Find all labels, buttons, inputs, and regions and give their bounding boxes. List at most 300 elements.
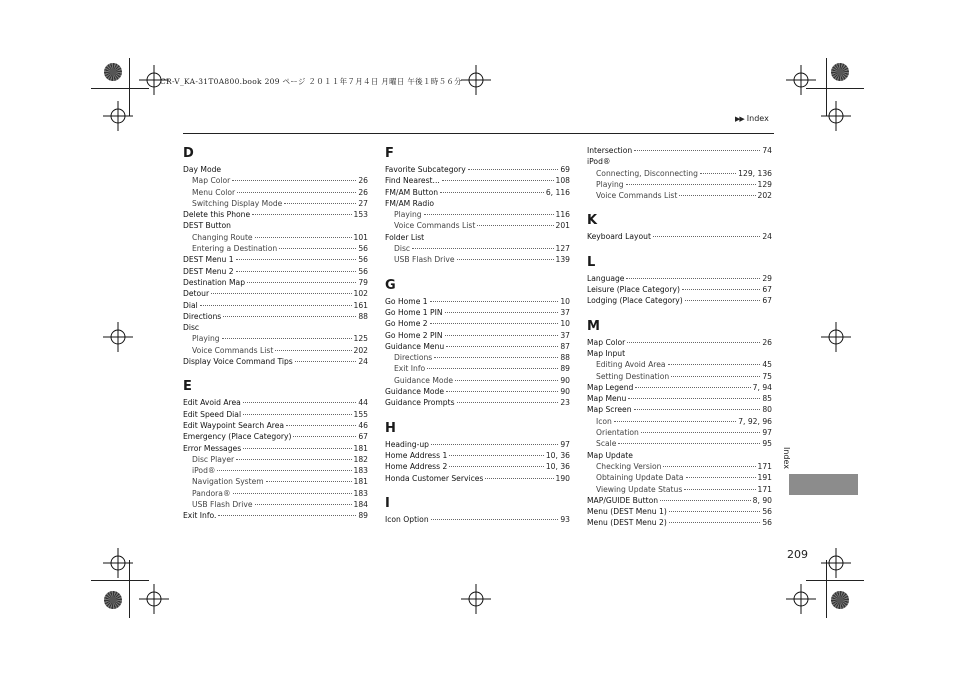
index-entry bbox=[183, 220, 368, 231]
crosshair-icon bbox=[139, 584, 169, 614]
leader-dots bbox=[457, 402, 559, 403]
entry-page: 24 bbox=[762, 232, 772, 242]
index-subentry bbox=[385, 243, 570, 254]
entry-term: Directions bbox=[394, 353, 433, 363]
entry-term: Go Home 1 PIN bbox=[385, 307, 443, 317]
entry-page: 56 bbox=[358, 266, 368, 276]
entry-page: 80 bbox=[762, 405, 772, 415]
entry-term: USB Flash Drive bbox=[192, 500, 253, 510]
entry-page: 125 bbox=[353, 334, 368, 344]
double-arrow-icon: ▶▶ bbox=[735, 115, 744, 123]
index-column-2 bbox=[385, 146, 570, 525]
leader-dots bbox=[295, 361, 357, 362]
entry-term: Directions bbox=[183, 311, 222, 321]
entry-page: 97 bbox=[560, 439, 570, 449]
entry-term: Switching Display Mode bbox=[192, 198, 283, 208]
entry-term: Menu Color bbox=[192, 187, 236, 197]
entry-page: 8, 90 bbox=[752, 495, 772, 505]
index-subentry bbox=[587, 416, 772, 427]
entry-page: 190 bbox=[555, 473, 570, 483]
leader-dots bbox=[236, 271, 357, 272]
entry-term: Disc bbox=[394, 244, 411, 254]
leader-dots bbox=[266, 481, 352, 482]
registration-disc-icon bbox=[104, 591, 122, 609]
entry-page: 69 bbox=[560, 165, 570, 174]
entry-page: 129, 136 bbox=[738, 168, 772, 178]
entry-page: 171 bbox=[757, 484, 772, 494]
leader-dots bbox=[252, 214, 351, 215]
entry-term: Home Address 1 bbox=[385, 450, 448, 460]
entry-page: 67 bbox=[762, 285, 772, 295]
leader-dots bbox=[446, 346, 558, 347]
entry-term: Map Screen bbox=[587, 405, 632, 415]
index-entry bbox=[385, 175, 570, 186]
leader-dots bbox=[449, 466, 544, 467]
print-job-line: CR-V_KA-31T0A800.book 209 ページ ２０１１年７月４日 月曜日 午後１時５６分 bbox=[160, 77, 462, 86]
entry-term: Language bbox=[587, 273, 625, 283]
entry-page: 129 bbox=[757, 179, 772, 189]
index-entry bbox=[385, 473, 570, 484]
crosshair-icon bbox=[103, 548, 133, 578]
crosshair-icon bbox=[103, 101, 133, 131]
leader-dots bbox=[217, 470, 351, 471]
index-subentry bbox=[587, 168, 772, 179]
entry-term: Voice Commands List bbox=[394, 221, 476, 231]
index-subentry bbox=[183, 465, 368, 476]
index-entry bbox=[385, 450, 570, 461]
entry-term: Map Menu bbox=[587, 394, 627, 404]
entry-page: 10, 36 bbox=[545, 450, 570, 460]
index-subentry bbox=[385, 254, 570, 265]
registration-disc-icon bbox=[831, 591, 849, 609]
entry-page: 56 bbox=[762, 507, 772, 517]
leader-dots bbox=[279, 248, 356, 249]
entry-page: 67 bbox=[358, 432, 368, 442]
entry-term: Pandora® bbox=[192, 488, 231, 498]
entry-term: Find Nearest... bbox=[385, 176, 440, 186]
entry-term: Go Home 1 bbox=[385, 296, 428, 306]
entry-term: DEST Menu 1 bbox=[183, 255, 234, 265]
index-entry bbox=[183, 510, 368, 521]
leader-dots bbox=[671, 376, 760, 377]
leader-dots bbox=[440, 192, 544, 193]
index-entry bbox=[587, 156, 772, 167]
entry-term: Intersection bbox=[587, 146, 633, 155]
leader-dots bbox=[236, 459, 351, 460]
leader-dots bbox=[669, 522, 761, 523]
leader-dots bbox=[468, 169, 559, 170]
leader-dots bbox=[653, 236, 760, 237]
entry-page: 102 bbox=[353, 289, 368, 299]
leader-dots bbox=[431, 444, 558, 445]
entry-page: 46 bbox=[358, 420, 368, 430]
entry-page: 37 bbox=[560, 307, 570, 317]
entry-page: 10 bbox=[560, 319, 570, 329]
leader-dots bbox=[284, 203, 356, 204]
entry-term: Edit Speed Dial bbox=[183, 409, 242, 419]
index-entry bbox=[183, 288, 368, 299]
leader-dots bbox=[685, 300, 761, 301]
leader-dots bbox=[641, 432, 760, 433]
entry-term: FM/AM Radio bbox=[385, 198, 434, 208]
entry-page: 202 bbox=[353, 345, 368, 355]
index-letter-heading: E bbox=[183, 379, 192, 395]
leader-dots bbox=[243, 448, 351, 449]
leader-dots bbox=[431, 519, 559, 520]
entry-page: 155 bbox=[353, 409, 368, 419]
entry-term: Guidance Mode bbox=[385, 387, 445, 397]
entry-page: 183 bbox=[353, 488, 368, 498]
group-gap bbox=[385, 409, 570, 421]
index-column-1 bbox=[183, 146, 368, 522]
entry-page: 44 bbox=[358, 398, 368, 408]
entry-term: Voice Commands List bbox=[596, 191, 678, 201]
entry-page: 87 bbox=[560, 341, 570, 351]
index-subentry bbox=[385, 352, 570, 363]
entry-page: 202 bbox=[757, 191, 772, 201]
index-entry bbox=[183, 209, 368, 220]
entry-term: Playing bbox=[192, 334, 220, 344]
index-entry bbox=[587, 337, 772, 348]
index-subentry bbox=[385, 209, 570, 220]
index-entry bbox=[385, 164, 570, 175]
index-subentry bbox=[183, 333, 368, 344]
entry-term: Guidance Mode bbox=[394, 375, 454, 385]
crosshair-icon bbox=[821, 548, 851, 578]
entry-term: Edit Avoid Area bbox=[183, 398, 241, 408]
index-entry bbox=[183, 266, 368, 277]
entry-page: 56 bbox=[762, 518, 772, 528]
index-side-tab bbox=[789, 474, 858, 495]
leader-dots bbox=[700, 173, 736, 174]
entry-term: Map Legend bbox=[587, 382, 634, 392]
group-gap bbox=[587, 201, 772, 213]
leader-dots bbox=[412, 248, 553, 249]
index-entry bbox=[183, 356, 368, 367]
leader-dots bbox=[634, 409, 761, 410]
entry-term: Icon Option bbox=[385, 514, 429, 524]
entry-term: Leisure (Place Category) bbox=[587, 285, 680, 295]
entry-page: 23 bbox=[560, 398, 570, 408]
leader-dots bbox=[634, 150, 760, 151]
index-entry bbox=[385, 397, 570, 408]
entry-term: Entering a Destination bbox=[192, 244, 278, 254]
entry-page: 95 bbox=[762, 439, 772, 449]
index-entry bbox=[183, 254, 368, 265]
leader-dots bbox=[255, 237, 352, 238]
index-entry bbox=[587, 284, 772, 295]
leader-dots bbox=[430, 323, 559, 324]
entry-term: Menu (DEST Menu 1) bbox=[587, 507, 667, 517]
entry-term: Honda Customer Services bbox=[385, 473, 484, 483]
entry-term: Heading-up bbox=[385, 439, 429, 449]
entry-term: Lodging (Place Category) bbox=[587, 296, 683, 306]
entry-page: 7, 92, 96 bbox=[738, 416, 772, 426]
entry-page: 183 bbox=[353, 466, 368, 476]
leader-dots bbox=[223, 316, 356, 317]
leader-dots bbox=[477, 225, 553, 226]
leader-dots bbox=[614, 421, 736, 422]
leader-dots bbox=[200, 305, 352, 306]
index-entry bbox=[385, 386, 570, 397]
leader-dots bbox=[618, 443, 760, 444]
index-entry bbox=[587, 273, 772, 284]
entry-term: iPod® bbox=[587, 157, 611, 167]
leader-dots bbox=[424, 214, 554, 215]
crosshair-icon bbox=[821, 101, 851, 131]
index-letter-heading: I bbox=[385, 495, 390, 511]
leader-dots bbox=[635, 387, 750, 388]
index-letter-heading: G bbox=[385, 277, 396, 293]
entry-term: Day Mode bbox=[183, 165, 222, 174]
index-subentry bbox=[587, 427, 772, 438]
entry-page: 153 bbox=[353, 210, 368, 220]
entry-term: Exit Info bbox=[394, 364, 426, 374]
header-section-title: Index bbox=[746, 114, 769, 123]
entry-term: Favorite Subcategory bbox=[385, 165, 466, 174]
entry-page: 181 bbox=[353, 443, 368, 453]
leader-dots bbox=[684, 489, 755, 490]
leader-dots bbox=[218, 515, 356, 516]
leader-dots bbox=[449, 455, 544, 456]
entry-page: 10, 36 bbox=[545, 462, 570, 472]
entry-page: 89 bbox=[560, 364, 570, 374]
index-entry bbox=[183, 420, 368, 431]
index-entry bbox=[587, 145, 772, 156]
index-entry bbox=[587, 450, 772, 461]
entry-term: Dial bbox=[183, 300, 198, 310]
entry-page: 10 bbox=[560, 296, 570, 306]
entry-page: 184 bbox=[353, 500, 368, 510]
index-entry bbox=[587, 382, 772, 393]
index-entry bbox=[385, 187, 570, 198]
entry-page: 90 bbox=[560, 375, 570, 385]
entry-term: Menu (DEST Menu 2) bbox=[587, 518, 667, 528]
index-entry bbox=[385, 514, 570, 525]
entry-page: 75 bbox=[762, 371, 772, 381]
index-column-3 bbox=[587, 145, 772, 529]
index-entry bbox=[385, 341, 570, 352]
entry-term: Voice Commands List bbox=[192, 345, 274, 355]
entry-page: 191 bbox=[757, 473, 772, 483]
crosshair-icon bbox=[786, 584, 816, 614]
entry-page: 37 bbox=[560, 330, 570, 340]
entry-term: Edit Waypoint Search Area bbox=[183, 420, 285, 430]
entry-term: Navigation System bbox=[192, 477, 264, 487]
index-subentry bbox=[587, 438, 772, 449]
entry-page: 97 bbox=[762, 428, 772, 438]
leader-dots bbox=[430, 301, 559, 302]
leader-dots bbox=[286, 425, 356, 426]
leader-dots bbox=[485, 478, 553, 479]
entry-term: DEST Menu 2 bbox=[183, 266, 234, 276]
index-subentry bbox=[385, 220, 570, 231]
index-entry bbox=[587, 495, 772, 506]
crosshair-icon bbox=[786, 65, 816, 95]
entry-page: 93 bbox=[560, 514, 570, 524]
leader-dots bbox=[237, 192, 356, 193]
entry-term: iPod® bbox=[192, 466, 216, 476]
index-entry bbox=[385, 296, 570, 307]
entry-term: Go Home 2 PIN bbox=[385, 330, 443, 340]
leader-dots bbox=[669, 511, 761, 512]
entry-term: Orientation bbox=[596, 428, 639, 438]
index-subentry bbox=[183, 499, 368, 510]
index-letter-heading: L bbox=[587, 254, 596, 270]
index-entry bbox=[385, 318, 570, 329]
entry-page: 27 bbox=[358, 198, 368, 208]
entry-term: Disc bbox=[183, 323, 200, 333]
leader-dots bbox=[660, 500, 751, 501]
entry-term: Home Address 2 bbox=[385, 462, 448, 472]
entry-term: Connecting, Disconnecting bbox=[596, 168, 698, 178]
entry-page: 56 bbox=[358, 255, 368, 265]
index-entry bbox=[183, 431, 368, 442]
entry-term: Checking Version bbox=[596, 461, 662, 471]
entry-term: Icon bbox=[596, 416, 612, 426]
entry-term: Playing bbox=[596, 179, 624, 189]
crosshair-icon bbox=[461, 65, 491, 95]
index-entry bbox=[385, 461, 570, 472]
entry-term: Folder List bbox=[385, 232, 425, 242]
index-letter-heading: H bbox=[385, 420, 396, 436]
group-gap bbox=[587, 307, 772, 319]
leader-dots bbox=[275, 350, 351, 351]
entry-page: 26 bbox=[762, 337, 772, 347]
entry-page: 56 bbox=[358, 244, 368, 254]
leader-dots bbox=[626, 278, 760, 279]
crosshair-icon bbox=[821, 322, 851, 352]
index-entry bbox=[587, 404, 772, 415]
entry-term: Map Color bbox=[192, 176, 231, 186]
index-letter-heading: D bbox=[183, 146, 194, 161]
leader-dots bbox=[446, 391, 558, 392]
index-entry bbox=[385, 198, 570, 209]
entry-page: 45 bbox=[762, 360, 772, 370]
entry-term: Editing Avoid Area bbox=[596, 360, 666, 370]
index-entry bbox=[385, 439, 570, 450]
index-letter-heading: K bbox=[587, 213, 598, 229]
entry-page: 85 bbox=[762, 394, 772, 404]
entry-page: 181 bbox=[353, 477, 368, 487]
leader-dots bbox=[442, 180, 554, 181]
group-gap bbox=[385, 484, 570, 496]
entry-term: Changing Route bbox=[192, 232, 253, 242]
index-entry bbox=[587, 506, 772, 517]
leader-dots bbox=[668, 364, 761, 365]
crosshair-icon bbox=[103, 322, 133, 352]
leader-dots bbox=[255, 504, 352, 505]
index-entry bbox=[183, 300, 368, 311]
index-subentry bbox=[385, 363, 570, 374]
index-entry bbox=[385, 330, 570, 341]
entry-term: Map Color bbox=[587, 337, 626, 347]
index-entry bbox=[183, 311, 368, 322]
index-subentry bbox=[183, 198, 368, 209]
leader-dots bbox=[663, 466, 755, 467]
entry-term: Emergency (Place Category) bbox=[183, 432, 292, 442]
registration-disc-icon bbox=[104, 63, 122, 81]
leader-dots bbox=[247, 282, 356, 283]
index-letter-heading: F bbox=[385, 146, 394, 161]
index-entry bbox=[385, 232, 570, 243]
entry-term: Destination Map bbox=[183, 277, 246, 287]
entry-page: 127 bbox=[555, 244, 570, 254]
index-subentry bbox=[587, 179, 772, 190]
index-entry bbox=[587, 295, 772, 306]
index-entry bbox=[587, 231, 772, 242]
index-subentry bbox=[183, 175, 368, 186]
index-entry bbox=[385, 307, 570, 318]
index-subentry bbox=[183, 232, 368, 243]
index-entry bbox=[183, 443, 368, 454]
index-entry bbox=[183, 322, 368, 333]
entry-term: Display Voice Command Tips bbox=[183, 357, 293, 367]
entry-page: 201 bbox=[555, 221, 570, 231]
entry-term: Delete this Phone bbox=[183, 210, 251, 220]
leader-dots bbox=[211, 293, 351, 294]
leader-dots bbox=[293, 436, 356, 437]
entry-page: 74 bbox=[762, 146, 772, 155]
leader-dots bbox=[445, 312, 559, 313]
index-entry bbox=[587, 517, 772, 528]
entry-term: Guidance Prompts bbox=[385, 398, 455, 408]
index-subentry bbox=[183, 454, 368, 465]
entry-term: DEST Button bbox=[183, 221, 231, 231]
entry-term: Guidance Menu bbox=[385, 341, 445, 351]
index-entry bbox=[183, 164, 368, 175]
entry-page: 79 bbox=[358, 277, 368, 287]
index-entry bbox=[587, 393, 772, 404]
index-subentry bbox=[587, 461, 772, 472]
leader-dots bbox=[434, 357, 558, 358]
index-subentry bbox=[587, 484, 772, 495]
index-subentry bbox=[587, 371, 772, 382]
entry-page: 24 bbox=[358, 357, 368, 367]
entry-page: 26 bbox=[358, 176, 368, 186]
entry-page: 116 bbox=[555, 210, 570, 220]
entry-page: 67 bbox=[762, 296, 772, 306]
leader-dots bbox=[427, 368, 558, 369]
leader-dots bbox=[243, 414, 351, 415]
registration-disc-icon bbox=[831, 63, 849, 81]
leader-dots bbox=[679, 195, 755, 196]
index-entry bbox=[183, 277, 368, 288]
entry-page: 108 bbox=[555, 176, 570, 186]
entry-term: USB Flash Drive bbox=[394, 255, 455, 265]
entry-term: Keyboard Layout bbox=[587, 232, 651, 242]
entry-term: Obtaining Update Data bbox=[596, 473, 684, 483]
index-subentry bbox=[587, 472, 772, 483]
entry-page: 171 bbox=[757, 461, 772, 471]
entry-page: 101 bbox=[353, 232, 368, 242]
crosshair-icon bbox=[461, 584, 491, 614]
index-subentry bbox=[587, 190, 772, 201]
entry-term: Error Messages bbox=[183, 443, 242, 453]
leader-dots bbox=[232, 180, 356, 181]
leader-dots bbox=[445, 335, 559, 336]
entry-term: Disc Player bbox=[192, 454, 235, 464]
leader-dots bbox=[686, 477, 756, 478]
index-subentry bbox=[183, 243, 368, 254]
index-letter-heading: M bbox=[587, 318, 600, 334]
leader-dots bbox=[457, 259, 554, 260]
index-subentry bbox=[183, 345, 368, 356]
entry-page: 7, 94 bbox=[752, 382, 772, 392]
leader-dots bbox=[627, 342, 760, 343]
index-entry bbox=[587, 348, 772, 359]
entry-term: Playing bbox=[394, 210, 422, 220]
